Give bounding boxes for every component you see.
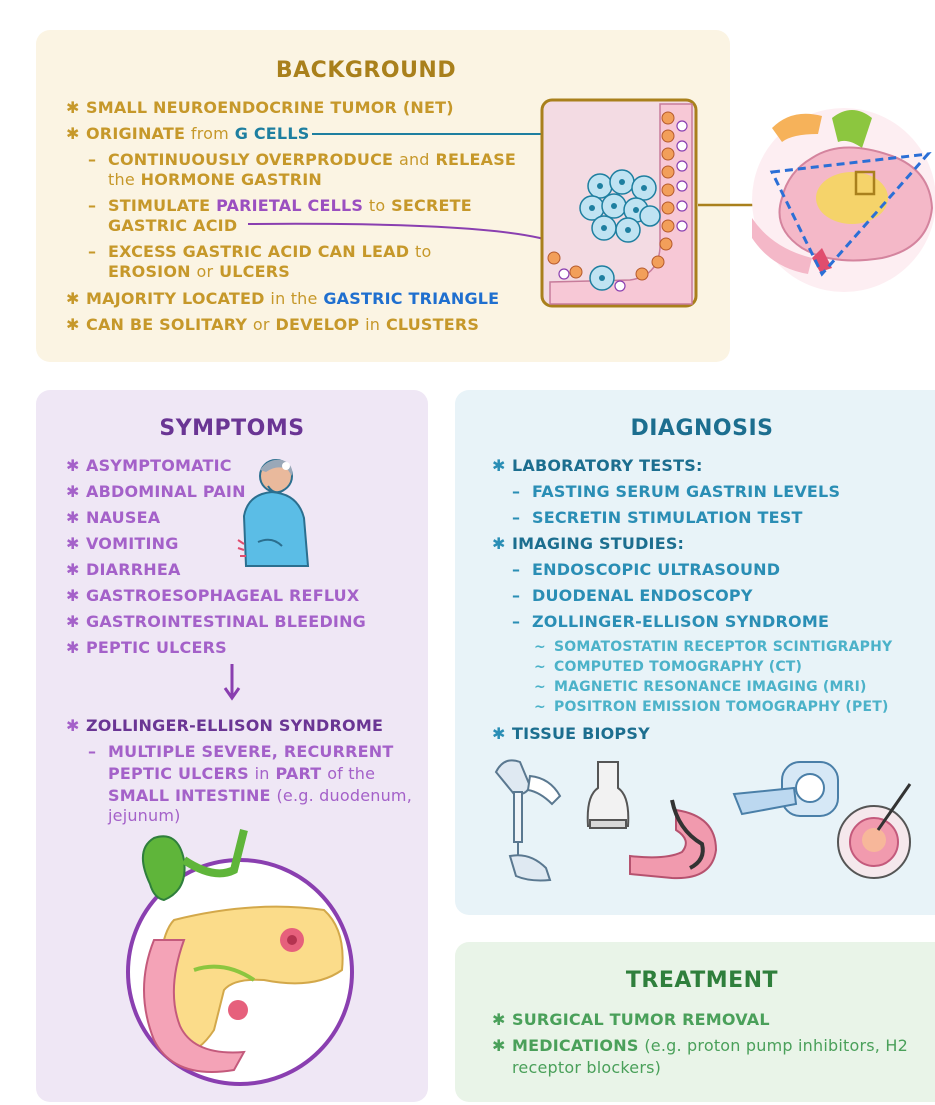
lab-tests-heading: ✱ LABORATORY TESTS:	[492, 456, 703, 475]
background-sub-2: – STIMULATE PARIETAL CELLS to SECRETE	[88, 196, 472, 215]
cell-cluster-illustration	[540, 98, 698, 308]
background-title: BACKGROUND	[275, 58, 457, 83]
imaging-item: – ZOLLINGER-ELLISON SYNDROME	[512, 612, 830, 631]
zes-heading: ✱ ZOLLINGER-ELLISON SYNDROME	[66, 716, 384, 735]
zes-detail-1: – MULTIPLE SEVERE, RECURRENT	[88, 742, 394, 761]
imaging-subitem: ~ SOMATOSTATIN RECEPTOR SCINTIGRAPHY	[534, 639, 893, 655]
imaging-heading: ✱ IMAGING STUDIES:	[492, 534, 685, 553]
background-bullet-3: ✱ MAJORITY LOCATED in the GASTRIC TRIANGLE	[66, 289, 500, 308]
imaging-item: – DUODENAL ENDOSCOPY	[512, 586, 753, 605]
treatment-item-2-cont: receptor blockers)	[512, 1058, 662, 1077]
background-bullet-2: ✱ ORIGINATE from G CELLS	[66, 124, 310, 143]
background-sub-1: – CONTINUOUSLY OVERPRODUCE and RELEASE	[88, 150, 517, 169]
symptoms-title: SYMPTOMS	[159, 416, 305, 441]
symptom-item: ✱ VOMITING	[66, 534, 179, 553]
down-arrow-icon	[222, 662, 242, 702]
pipette-icon	[490, 756, 570, 886]
imaging-subitem: ~ POSITRON EMISSION TOMOGRAPHY (PET)	[534, 699, 889, 715]
biopsy-tissue-icon	[834, 782, 914, 882]
stomach-triangle-illustration	[752, 98, 935, 298]
background-sub-2-cont: GASTRIC ACID	[108, 216, 238, 235]
lab-test-item: – FASTING SERUM GASTRIN LEVELS	[512, 482, 841, 501]
background-bullet-4: ✱ CAN BE SOLITARY or DEVELOP in CLUSTERS	[66, 315, 480, 334]
diagnosis-title: DIAGNOSIS	[630, 416, 774, 441]
biopsy-heading: ✱ TISSUE BIOPSY	[492, 724, 650, 743]
ultrasound-probe-icon	[584, 760, 632, 832]
zes-detail-4: jejunum)	[108, 806, 181, 825]
pancreas-duodenum-illustration	[114, 830, 354, 1088]
symptom-item: ✱ ASYMPTOMATIC	[66, 456, 232, 475]
imaging-subitem: ~ COMPUTED TOMOGRAPHY (CT)	[534, 659, 803, 675]
imaging-subitem: ~ MAGNETIC RESONANCE IMAGING (MRI)	[534, 679, 867, 695]
symptom-item: ✱ NAUSEA	[66, 508, 161, 527]
symptom-item: ✱ ABDOMINAL PAIN	[66, 482, 246, 501]
background-sub-3: – EXCESS GASTRIC ACID CAN LEAD to	[88, 242, 432, 261]
treatment-title: TREATMENT	[625, 968, 779, 993]
background-bullet-1: ✱ SMALL NEUROENDOCRINE TUMOR (NET)	[66, 98, 454, 117]
zes-detail-2: PEPTIC ULCERS in PART of the	[108, 764, 376, 783]
treatment-item-2: ✱ MEDICATIONS (e.g. proton pump inhibitors, H2	[492, 1036, 908, 1055]
symptom-item: ✱ GASTROESOPHAGEAL REFLUX	[66, 586, 360, 605]
background-sub-3-cont: EROSION or ULCERS	[108, 262, 290, 281]
imaging-item: – ENDOSCOPIC ULTRASOUND	[512, 560, 781, 579]
mri-scanner-icon	[734, 758, 840, 828]
zes-detail-3: SMALL INTESTINE (e.g. duodenum,	[108, 786, 413, 805]
symptom-item: ✱ GASTROINTESTINAL BLEEDING	[66, 612, 366, 631]
endoscope-stomach-icon	[626, 800, 722, 884]
sick-person-illustration	[238, 456, 318, 566]
symptom-item: ✱ PEPTIC ULCERS	[66, 638, 227, 657]
background-sub-1-cont: the HORMONE GASTRIN	[108, 170, 322, 189]
treatment-item-1: ✱ SURGICAL TUMOR REMOVAL	[492, 1010, 770, 1029]
symptom-item: ✱ DIARRHEA	[66, 560, 181, 579]
lab-test-item: – SECRETIN STIMULATION TEST	[512, 508, 803, 527]
